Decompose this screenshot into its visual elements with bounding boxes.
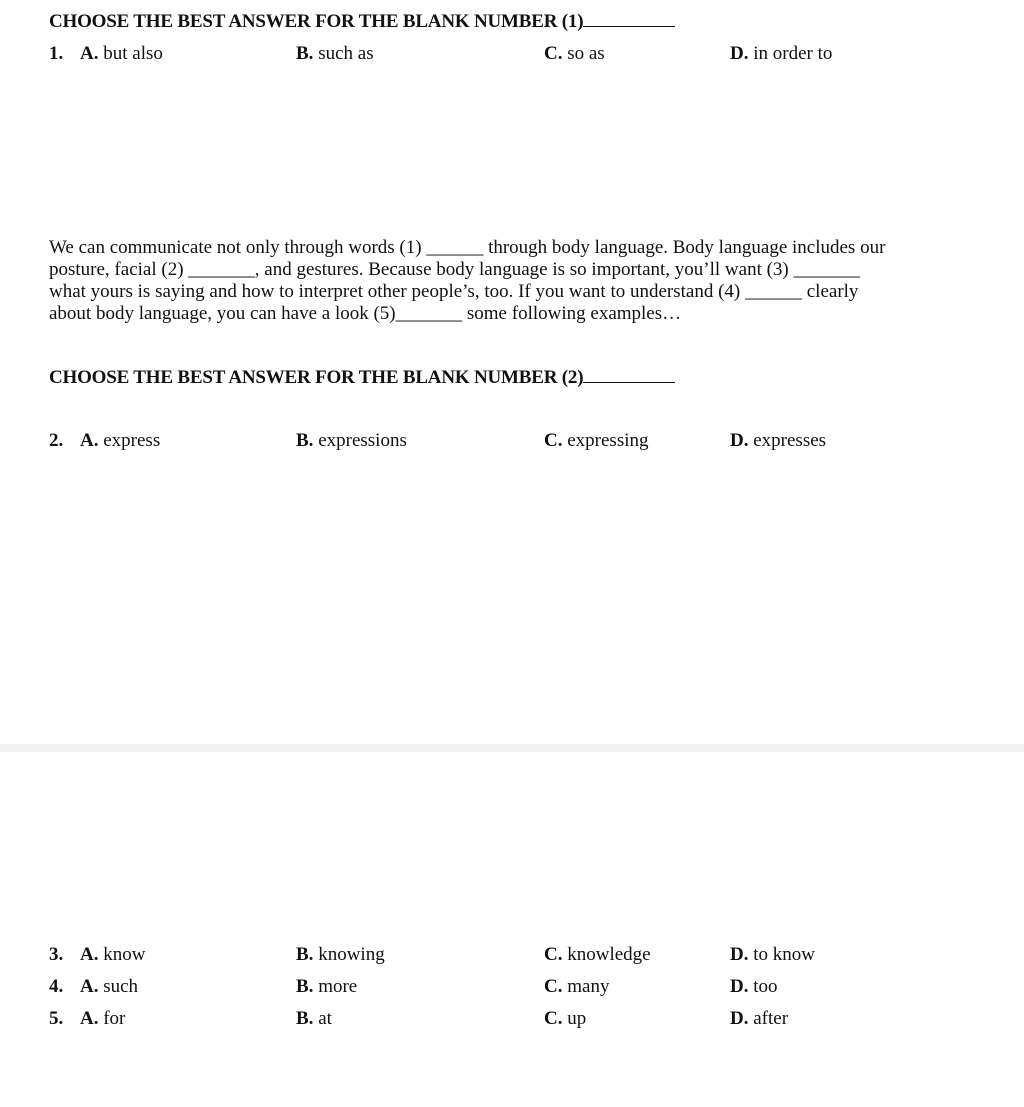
option-a[interactable] [80,944,145,966]
option-d[interactable] [730,430,826,452]
option-letter: D. [730,944,749,965]
option-b[interactable] [296,976,357,998]
option-text: many [567,976,610,997]
question-number: 1. [49,43,64,64]
option-text: up [567,1008,587,1029]
option-letter: D. [730,976,749,997]
option-letter: B. [296,430,314,451]
question-1-heading [49,11,675,33]
option-letter: D. [730,1008,749,1029]
option-text: such [103,976,139,997]
option-d[interactable] [730,1008,788,1030]
option-text: express [103,430,161,451]
option-a[interactable] [80,430,160,452]
option-letter: B. [296,1008,314,1029]
question-5-row [0,1008,1024,1034]
question-number: 4. [49,976,64,997]
option-text: in order to [753,43,833,64]
option-text: for [103,1008,126,1029]
passage-line: what yours is saying and how to interpret other people’s, too. If you want to understand (4) ______ clearly [49,281,859,302]
option-letter: A. [80,944,99,965]
option-letter: C. [544,1008,563,1029]
option-text: know [103,944,146,965]
option-letter: B. [296,976,314,997]
question-number: 5. [49,1008,64,1029]
option-b[interactable] [296,1008,332,1030]
option-text: so as [567,43,605,64]
answer-blank-line [583,25,675,27]
option-letter: C. [544,43,563,64]
option-letter: C. [544,976,563,997]
option-letter: A. [80,1008,99,1029]
question-4-row [0,976,1024,1002]
option-c[interactable] [544,430,649,452]
option-text: more [318,976,358,997]
document-page-2 [0,752,1024,1107]
option-a[interactable] [80,1008,125,1030]
reading-passage [49,237,979,325]
option-letter: A. [80,976,99,997]
option-b[interactable] [296,944,385,966]
option-a[interactable] [80,976,138,998]
page-separator [0,744,1024,752]
option-a[interactable] [80,43,163,65]
option-text: expressions [318,430,407,451]
option-c[interactable] [544,43,605,65]
option-d[interactable] [730,43,832,65]
passage-line: about body language, you can have a look (5)_______ some following examples… [49,303,682,324]
option-c[interactable] [544,1008,586,1030]
question-2-heading-text: CHOOSE THE BEST ANSWER FOR THE BLANK NUMBER (2) [49,367,584,388]
option-text: expressing [567,430,649,451]
question-number: 2. [49,430,64,451]
option-letter: D. [730,43,749,64]
option-text: after [753,1008,789,1029]
question-2-row [0,430,1024,456]
option-text: too [753,976,778,997]
option-text: to know [753,944,815,965]
option-d[interactable] [730,944,815,966]
option-letter: C. [544,944,563,965]
question-3-row [0,944,1024,970]
option-text: knowing [318,944,385,965]
option-d[interactable] [730,976,778,998]
option-letter: D. [730,430,749,451]
option-b[interactable] [296,43,374,65]
answer-blank-line [583,381,675,383]
option-letter: B. [296,944,314,965]
option-letter: A. [80,430,99,451]
passage-line: We can communicate not only through words (1) ______ through body language. Body language includes our [49,237,886,258]
option-c[interactable] [544,976,609,998]
option-text: at [318,1008,332,1029]
option-text: expresses [753,430,827,451]
option-letter: C. [544,430,563,451]
option-letter: A. [80,43,99,64]
passage-line: posture, facial (2) _______, and gestures. Because body language is so important, you’ll want (3) _______ [49,259,861,280]
option-text: such as [318,43,374,64]
question-number: 3. [49,944,64,965]
question-1-heading-text: CHOOSE THE BEST ANSWER FOR THE BLANK NUMBER (1) [49,11,584,32]
option-c[interactable] [544,944,651,966]
question-2-heading [49,367,675,389]
option-text: knowledge [567,944,651,965]
option-letter: B. [296,43,314,64]
option-b[interactable] [296,430,407,452]
question-1-row [0,43,1024,69]
option-text: but also [103,43,163,64]
